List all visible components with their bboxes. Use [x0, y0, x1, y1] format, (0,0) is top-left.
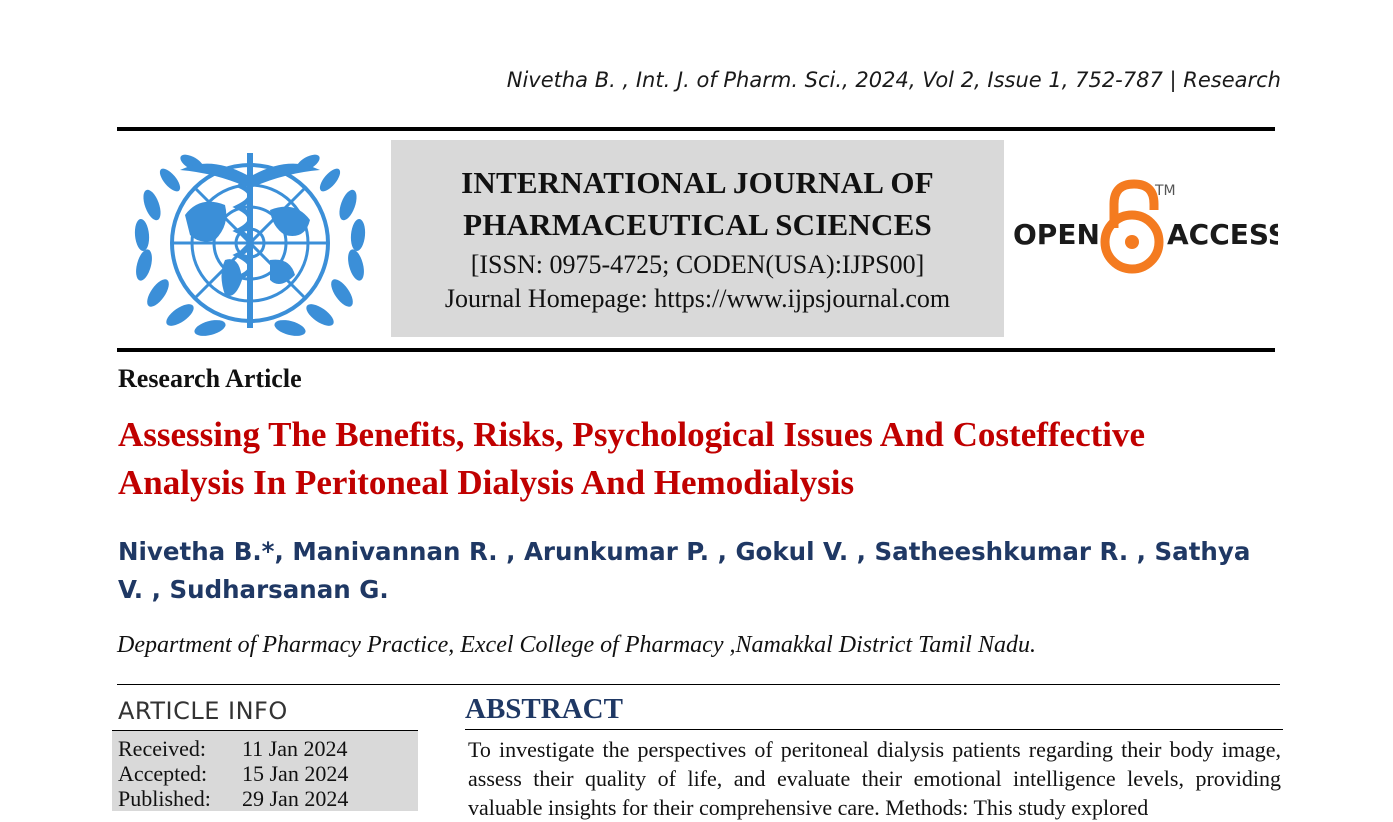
- svg-text:ACCESS: ACCESS: [1167, 218, 1278, 251]
- abstract-text: To investigate the perspectives of peritoneal dialysis patients regarding their body image, assess their quality of life, and evaluate their emotional intelligence levels, providing valuable insights for their comprehensive care. Methods: This study explored: [468, 737, 1281, 820]
- journal-logo: [130, 145, 370, 340]
- article-info-row: [112, 786, 418, 811]
- author-list: Nivetha B.*, Manivannan R. , Arunkumar P. , Gokul V. , Satheeshkumar R. , Sathya V. , Sudharsanan G.: [118, 537, 1251, 604]
- running-head: Nivetha B. , Int. J. of Pharm. Sci., 2024, Vol 2, Issue 1, 752-787 | Research: [506, 68, 1281, 92]
- paper-title: Assessing The Benefits, Risks, Psychological Issues And Costeffective Analysis In Peritoneal Dialysis And Hemodialysis: [118, 415, 1146, 502]
- journal-masthead: [391, 140, 1004, 337]
- accepted-label: Accepted:: [118, 761, 208, 786]
- article-info-row: [112, 761, 418, 786]
- svg-text:TM: TM: [1155, 183, 1176, 199]
- journal-homepage: Journal Homepage: https://www.ijpsjournal.com: [444, 284, 951, 313]
- published-date: 29 Jan 2024: [242, 786, 349, 811]
- emblem-icon: [130, 145, 370, 340]
- received-date: 11 Jan 2024: [242, 736, 348, 761]
- header-top-rule: [117, 127, 1275, 131]
- section-divider: [117, 684, 1280, 685]
- article-info-panel: [112, 731, 418, 811]
- open-access-icon: [1012, 176, 1278, 276]
- abstract-rule: [465, 729, 1283, 730]
- article-info-row: [112, 736, 418, 761]
- open-access-logo: [1012, 176, 1278, 276]
- journal-title: INTERNATIONAL JOURNAL OF PHARMACEUTICAL SCIENCES: [461, 165, 934, 242]
- journal-issn: [ISSN: 0975-4725; CODEN(USA):IJPS00]: [470, 250, 925, 279]
- article-info-heading: ARTICLE INFO: [118, 697, 288, 725]
- received-label: Received:: [118, 736, 206, 761]
- accepted-date: 15 Jan 2024: [242, 761, 349, 786]
- published-label: Published:: [118, 786, 211, 811]
- abstract-heading: ABSTRACT: [465, 693, 623, 725]
- svg-text:OPEN: OPEN: [1013, 218, 1100, 251]
- article-type: Research Article: [118, 364, 302, 393]
- header-bottom-rule: [117, 348, 1275, 352]
- affiliation: Department of Pharmacy Practice, Excel College of Pharmacy ,Namakkal District Tamil Nadu.: [117, 632, 1036, 658]
